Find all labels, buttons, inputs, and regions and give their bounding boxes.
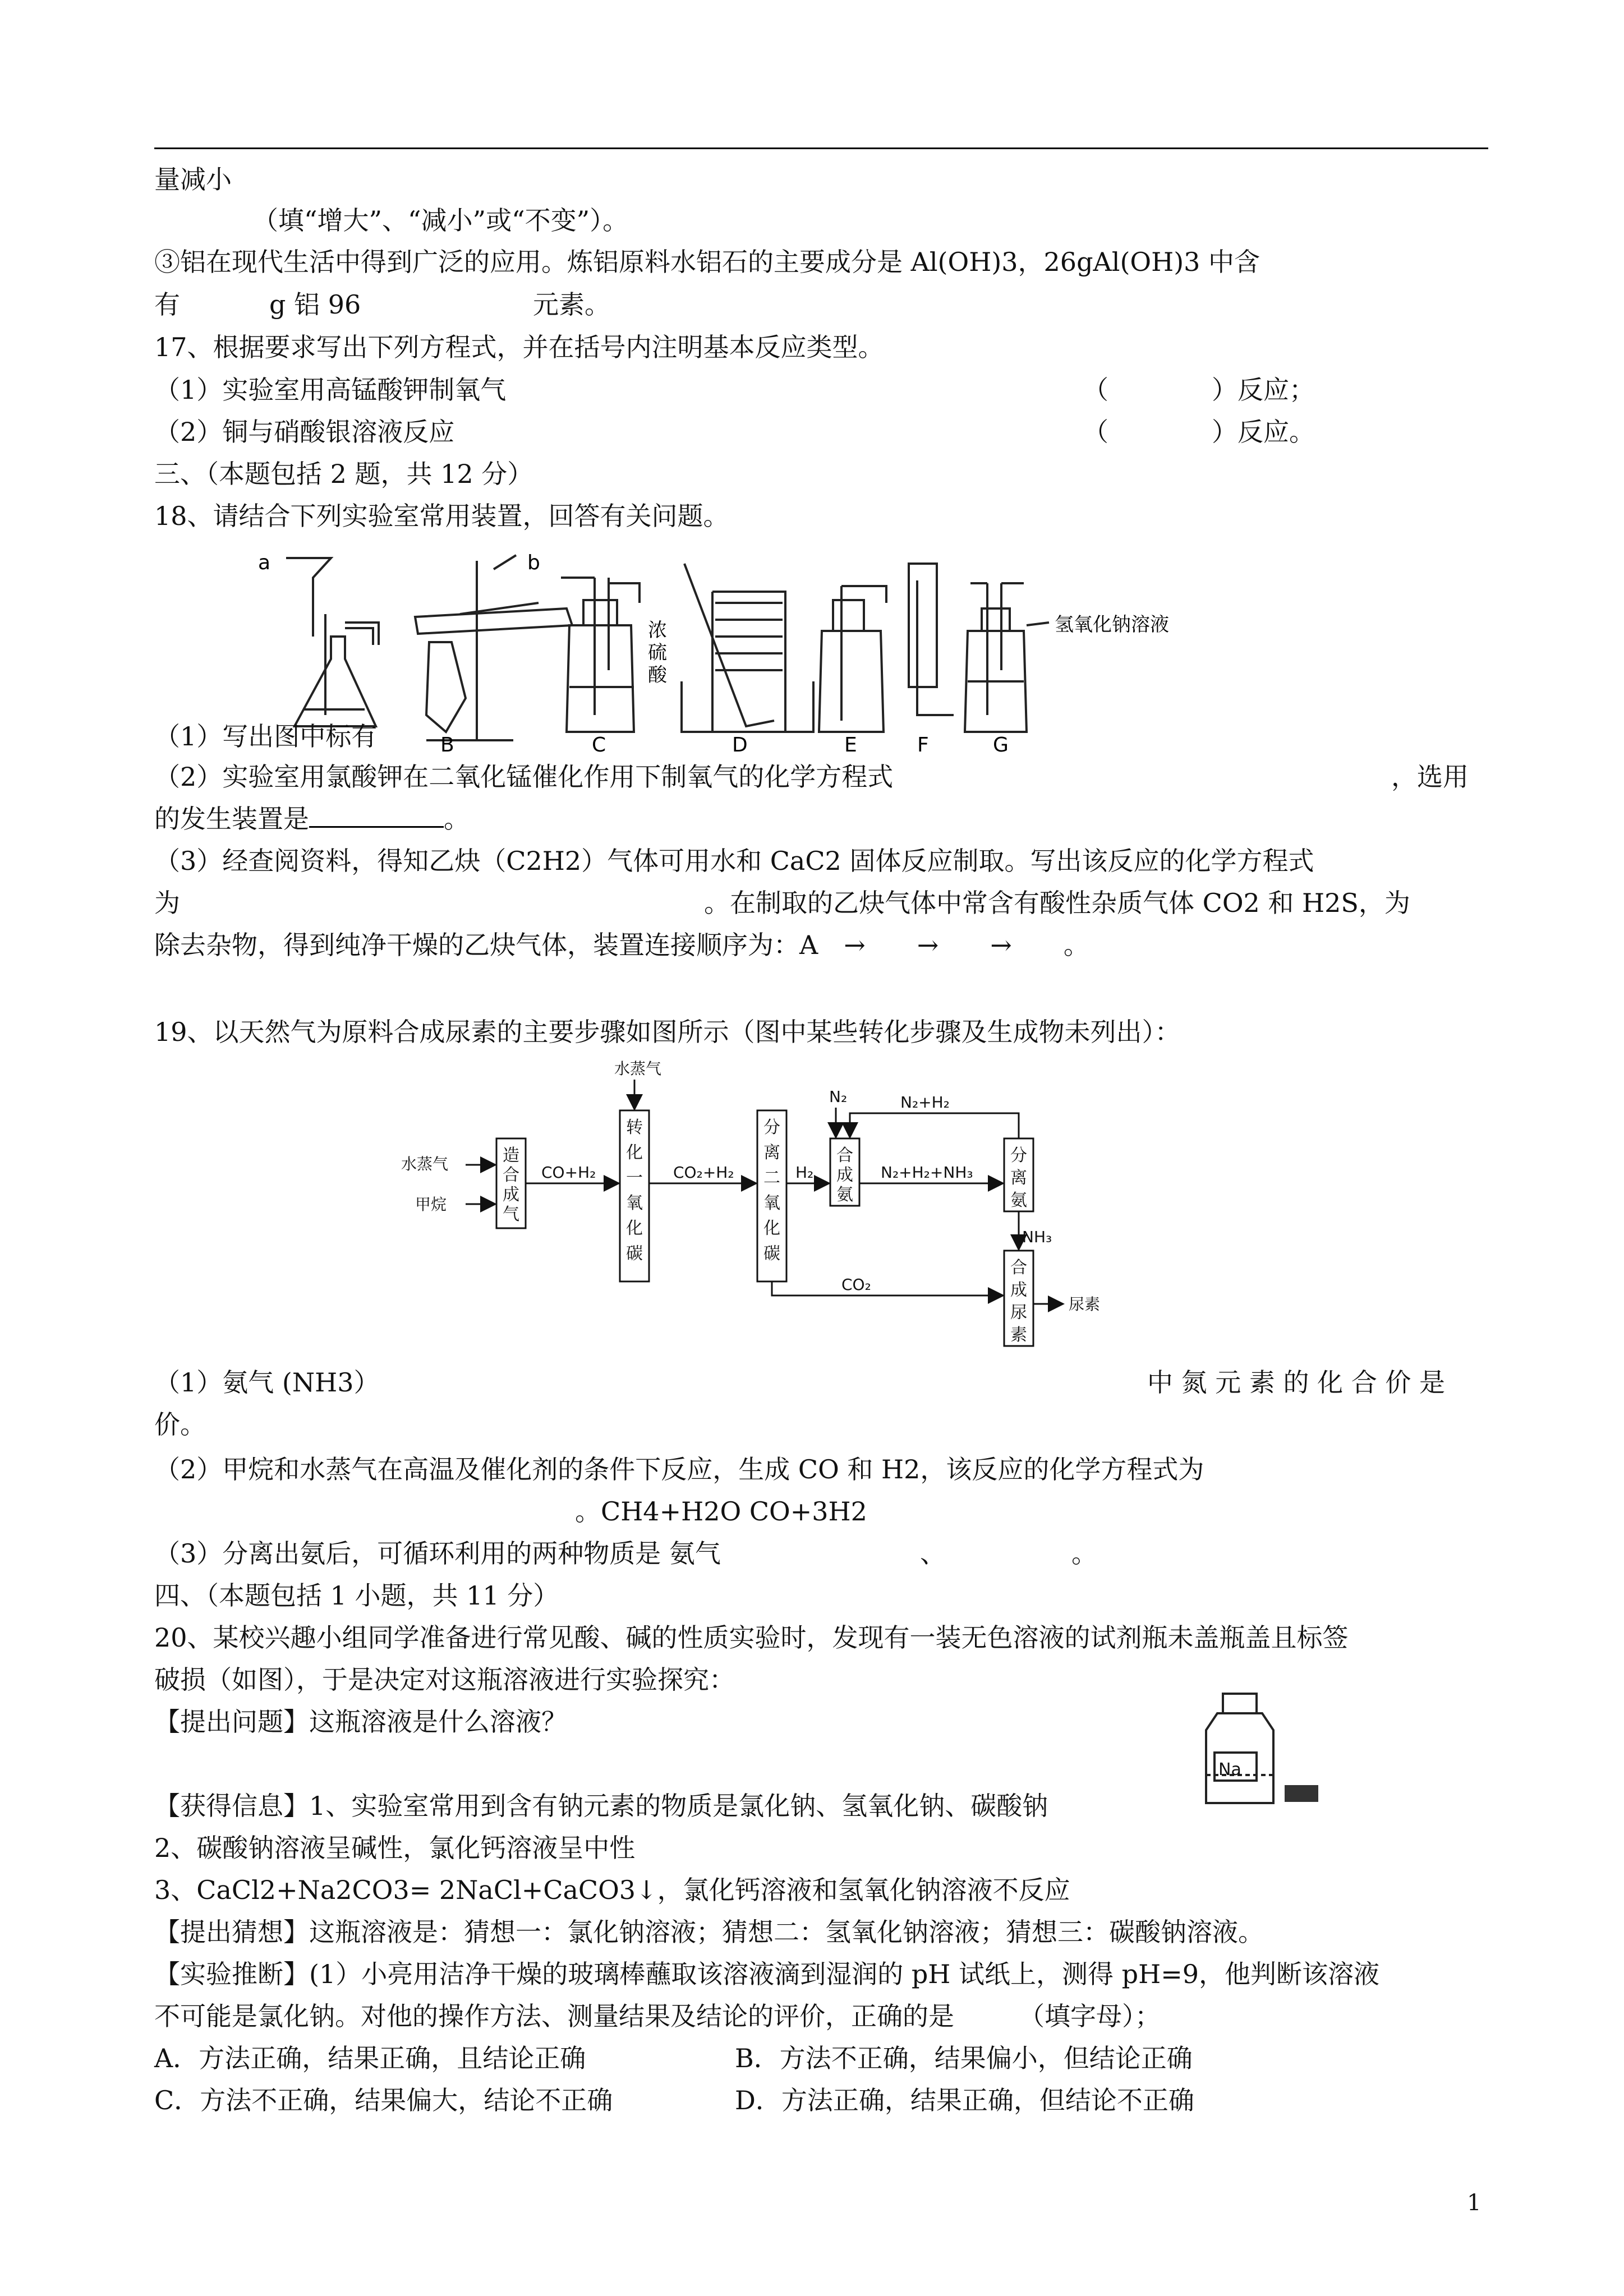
question-19-2-eq: 。CH4+H2O CO+3H2	[575, 1496, 867, 1527]
box6-char: 尿	[1010, 1303, 1027, 1322]
header-rule	[154, 147, 1488, 149]
box2-char: 一	[626, 1168, 643, 1188]
question-19-3-end: 。	[1071, 1538, 1097, 1569]
box6-char: 合	[1010, 1258, 1027, 1278]
box3-char: 氧	[763, 1193, 780, 1213]
question-20-c: 【提出问题】这瓶溶液是什么溶液？	[154, 1707, 567, 1737]
option-a: A．方法正确，结果正确，且结论正确	[154, 2043, 586, 2073]
box5-char: 氨	[1010, 1191, 1027, 1210]
apparatus-figure	[247, 547, 1234, 760]
flow-steam-top: 水蒸气	[614, 1059, 662, 1078]
question-20-e: 2、碳酸钠溶液呈碱性，氯化钙溶液呈中性	[154, 1833, 636, 1863]
question-19-3: （3）分离出氨后，可循环利用的两种物质是 氨气	[154, 1538, 721, 1569]
box2-char: 氧	[626, 1193, 643, 1213]
question-20-b: 破损（如图），于是决定对这瓶溶液进行实验探究：	[154, 1665, 735, 1695]
option-d: D．方法正确，结果正确，但结论不正确	[735, 2085, 1194, 2115]
text-line: ③铝在现代生活中得到广泛的应用。炼铝原料水铝石的主要成分是 Al(OH)3，26gAl(OH)3 中含	[154, 247, 1260, 277]
text-line: 有	[154, 289, 180, 320]
question-20-h: 【实验推断】(1）小亮用洁净干燥的玻璃棒蘸取该溶液滴到湿润的 pH 试纸上，测得 pH=9，他判断该溶液	[154, 1959, 1380, 1989]
question-20-d: 【获得信息】1、实验室常用到含有钠元素的物质是氯化钠、氢氧化钠、碳酸钠	[154, 1791, 1048, 1821]
box3-char: 二	[763, 1168, 780, 1188]
flow-co-h2: CO+H₂	[541, 1163, 596, 1182]
acid-label-3: 酸	[648, 664, 667, 686]
flow-co2-h2: CO₂+H₂	[673, 1163, 734, 1182]
naoh-label: 氢氧化钠溶液	[1055, 614, 1169, 636]
box2-char: 转	[626, 1118, 643, 1137]
reagent-bottle-figure	[1195, 1691, 1324, 1809]
acid-label-1: 浓	[648, 619, 667, 642]
label-b: b	[527, 551, 540, 574]
question-18-3-c: 。在制取的乙炔气体中常含有酸性杂质气体 CO2 和 H2S，为	[704, 888, 1410, 918]
question-18-3: （3）经查阅资料，得知乙炔（C2H2）气体可用水和 CaC2 固体反应制取。写出该反应的化学方程式	[154, 846, 1314, 876]
question-19-1: （1）氨气 (NH3）	[154, 1367, 380, 1398]
label-F: F	[917, 734, 929, 757]
box4-char: 成	[836, 1165, 853, 1185]
question-20: 20、某校兴趣小组同学准备进行常见酸、碱的性质实验时，发现有一装无色溶液的试剂瓶未盖瓶盖且标签	[154, 1622, 1349, 1653]
option-c: C．方法不正确，结果偏大，结论不正确	[154, 2085, 613, 2115]
question-20-i: 不可能是氯化钠。对他的操作方法、测量结果及结论的评价，正确的是 （填字母）；	[154, 2001, 1161, 2031]
urea-flowchart	[393, 1057, 1150, 1371]
box6-char: 成	[1010, 1280, 1027, 1300]
option-b: B．方法不正确，结果偏小，但结论正确	[735, 2043, 1193, 2073]
question-19-1-c: 价。	[154, 1409, 206, 1440]
question-19: 19、以天然气为原料合成尿素的主要步骤如图所示（图中某些转化步骤及生成物未列出）：	[154, 1017, 1181, 1047]
flow-h2: H₂	[795, 1163, 814, 1182]
box5-char: 离	[1010, 1168, 1027, 1188]
flow-nh3: NH₃	[1022, 1228, 1052, 1246]
flow-methane: 甲烷	[415, 1195, 447, 1214]
box2-char: 化	[626, 1219, 643, 1238]
flow-urea: 尿素	[1069, 1295, 1101, 1313]
flow-n2-h2: N₂+H₂	[900, 1093, 950, 1112]
label-B: B	[440, 734, 454, 757]
label-a: a	[258, 551, 271, 574]
question-20-g: 【提出猜想】这瓶溶液是：猜想一：氯化钠溶液；猜想二：氢氧化钠溶液；猜想三：碳酸钠溶液。	[154, 1917, 1264, 1947]
question-17-1-type: （ ）反应；	[1083, 375, 1315, 405]
box4-char: 合	[836, 1146, 853, 1165]
question-19-2: （2）甲烷和水蒸气在高温及催化剂的条件下反应，生成 CO 和 H2，该反应的化学方程式为	[154, 1454, 1204, 1484]
flow-mix: N₂+H₂+NH₃	[881, 1163, 973, 1182]
text-line: 量减小	[154, 164, 232, 195]
box5-char: 分	[1010, 1146, 1027, 1165]
question-17-2: （2）铜与硝酸银溶液反应	[154, 417, 455, 447]
text-line: 元素。	[533, 289, 610, 320]
question-19-3-sep: 、	[920, 1538, 946, 1569]
bottle-label: Na	[1218, 1760, 1241, 1779]
label-D: D	[732, 734, 748, 757]
flow-steam-left: 水蒸气	[401, 1155, 449, 1173]
box1-char: 气	[503, 1205, 519, 1224]
question-17-2-type: （ ）反应。	[1083, 417, 1315, 447]
section-3-heading: 三、（本题包括 2 题，共 12 分）	[154, 459, 533, 489]
flow-n2: N₂	[829, 1087, 848, 1106]
box3-char: 分	[763, 1118, 780, 1137]
text-line: g 铝 96	[269, 289, 361, 320]
box3-char: 碳	[763, 1244, 780, 1264]
box3-char: 化	[763, 1219, 780, 1238]
label-G: G	[993, 734, 1009, 757]
page-number: 1	[1467, 2190, 1482, 2216]
section-4-heading: 四、（本题包括 1 小题，共 11 分）	[154, 1580, 559, 1611]
acid-label-2: 硫	[648, 642, 667, 664]
box4-char: 氨	[836, 1185, 853, 1205]
question-18-2-device: 的发生装置是 。	[154, 804, 470, 834]
flow-co2: CO₂	[841, 1275, 871, 1294]
question-18-2: （2）实验室用氯酸钾在二氧化锰催化作用下制氧气的化学方程式	[154, 762, 894, 792]
question-17-1: （1）实验室用高锰酸钾制氧气	[154, 375, 507, 405]
box1-char: 造	[503, 1146, 519, 1165]
box2-char: 化	[626, 1143, 643, 1163]
box1-char: 合	[503, 1165, 519, 1185]
question-17: 17、根据要求写出下列方程式，并在括号内注明基本反应类型。	[154, 332, 884, 362]
box2-char: 碳	[626, 1244, 643, 1264]
box3-char: 离	[763, 1143, 780, 1163]
box6-char: 素	[1010, 1325, 1027, 1345]
answer-blank	[309, 804, 444, 828]
question-18-2-tail: ，选用	[1391, 762, 1469, 792]
text-line: （填“增大”、“减小”或“不变”）。	[252, 205, 629, 236]
label-E: E	[844, 734, 857, 757]
question-20-f: 3、CaCl2+Na2CO3= 2NaCl+CaCO3↓，氯化钙溶液和氢氧化钠溶液不反应	[154, 1875, 1070, 1905]
question-18-3-d: 除去杂物，得到纯净干燥的乙炔气体，装置连接顺序为：A → → → 。	[154, 930, 1089, 960]
box1-char: 成	[503, 1185, 519, 1205]
question-18-1: （1）写出图中标有	[154, 721, 378, 751]
question-18: 18、请结合下列实验室常用装置，回答有关问题。	[154, 501, 729, 531]
label-C: C	[592, 734, 606, 757]
question-19-1-tail: 中 氮 元 素 的 化 合 价 是	[1147, 1367, 1445, 1398]
question-18-3-b: 为	[154, 888, 180, 918]
